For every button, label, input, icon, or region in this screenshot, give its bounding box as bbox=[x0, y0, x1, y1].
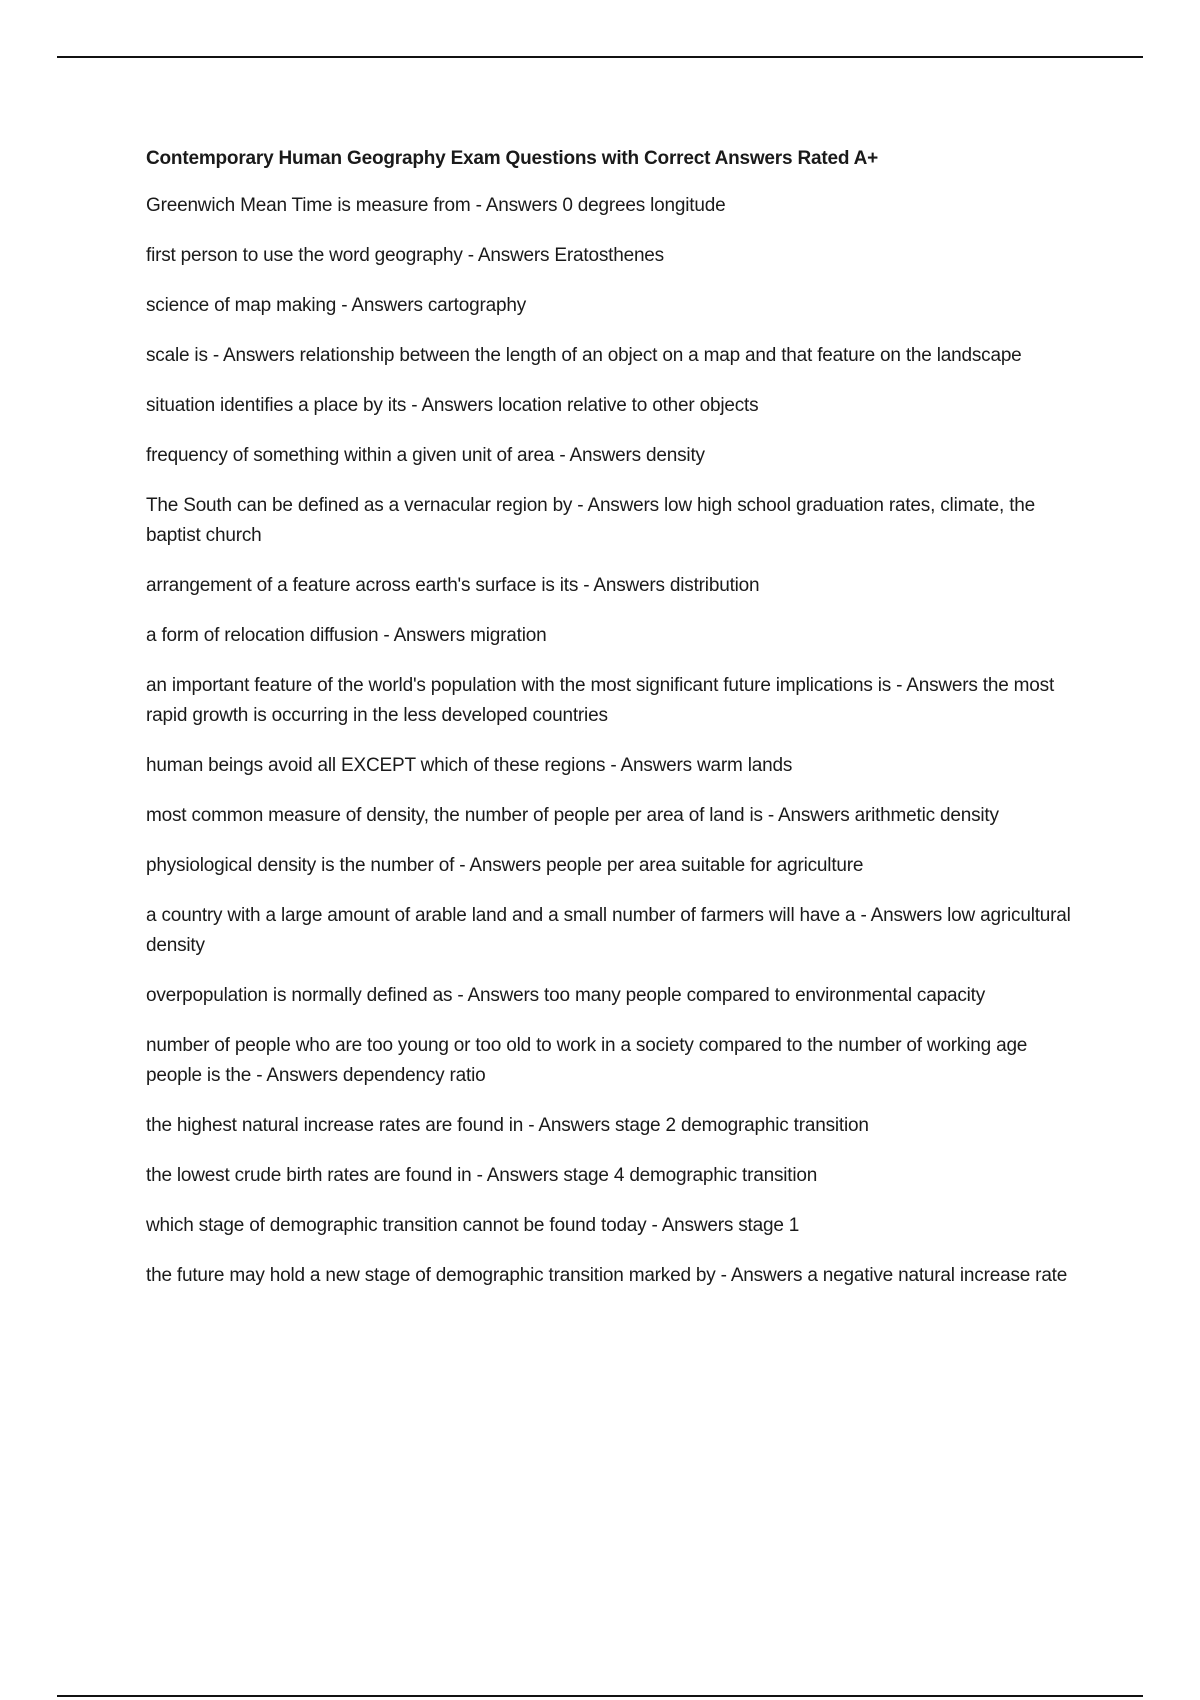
document-title: Contemporary Human Geography Exam Questions with Correct Answers Rated A+ bbox=[146, 148, 879, 169]
document-body bbox=[146, 145, 1086, 1311]
question-answer-item: number of people who are too young or too old to work in a society compared to the number of working age people is the - Answers dependency ratio bbox=[146, 1035, 1028, 1086]
question-answer-item: first person to use the word geography - Answers Eratosthenes bbox=[146, 245, 664, 266]
question-answer-item: The South can be defined as a vernacular region by - Answers low high school graduation rates, climate, the baptist church bbox=[146, 495, 1036, 546]
question-answer-item: a country with a large amount of arable land and a small number of farmers will have a - Answers low agricultural density bbox=[146, 905, 1071, 956]
question-answer-item: Greenwich Mean Time is measure from - Answers 0 degrees longitude bbox=[146, 195, 726, 216]
question-answer-item: the future may hold a new stage of demographic transition marked by - Answers a negative natural increase rate bbox=[146, 1265, 1068, 1286]
question-answer-item: situation identifies a place by its - Answers location relative to other objects bbox=[146, 395, 759, 416]
question-answer-item: overpopulation is normally defined as - Answers too many people compared to environmental capacity bbox=[146, 985, 986, 1006]
question-answer-list bbox=[146, 191, 1086, 1291]
footer-divider bbox=[57, 1695, 1143, 1697]
question-answer-item: physiological density is the number of - Answers people per area suitable for agriculture bbox=[146, 855, 864, 876]
question-answer-item: frequency of something within a given unit of area - Answers density bbox=[146, 445, 705, 466]
question-answer-item: human beings avoid all EXCEPT which of these regions - Answers warm lands bbox=[146, 755, 793, 776]
header-divider bbox=[57, 56, 1143, 58]
question-answer-item: arrangement of a feature across earth's surface is its - Answers distribution bbox=[146, 575, 760, 596]
question-answer-item: which stage of demographic transition cannot be found today - Answers stage 1 bbox=[146, 1215, 800, 1236]
question-answer-item: most common measure of density, the number of people per area of land is - Answers arithmetic density bbox=[146, 805, 999, 826]
question-answer-item: science of map making - Answers cartography bbox=[146, 295, 527, 316]
question-answer-item: scale is - Answers relationship between the length of an object on a map and that feature on the landscape bbox=[146, 345, 1022, 366]
question-answer-item: the lowest crude birth rates are found in - Answers stage 4 demographic transition bbox=[146, 1165, 818, 1186]
question-answer-item: a form of relocation diffusion - Answers migration bbox=[146, 625, 547, 646]
question-answer-item: an important feature of the world's population with the most significant future implications is - Answers the most rapid growth is occurring in the less developed countries bbox=[146, 675, 1055, 726]
question-answer-item: the highest natural increase rates are found in - Answers stage 2 demographic transition bbox=[146, 1115, 869, 1136]
